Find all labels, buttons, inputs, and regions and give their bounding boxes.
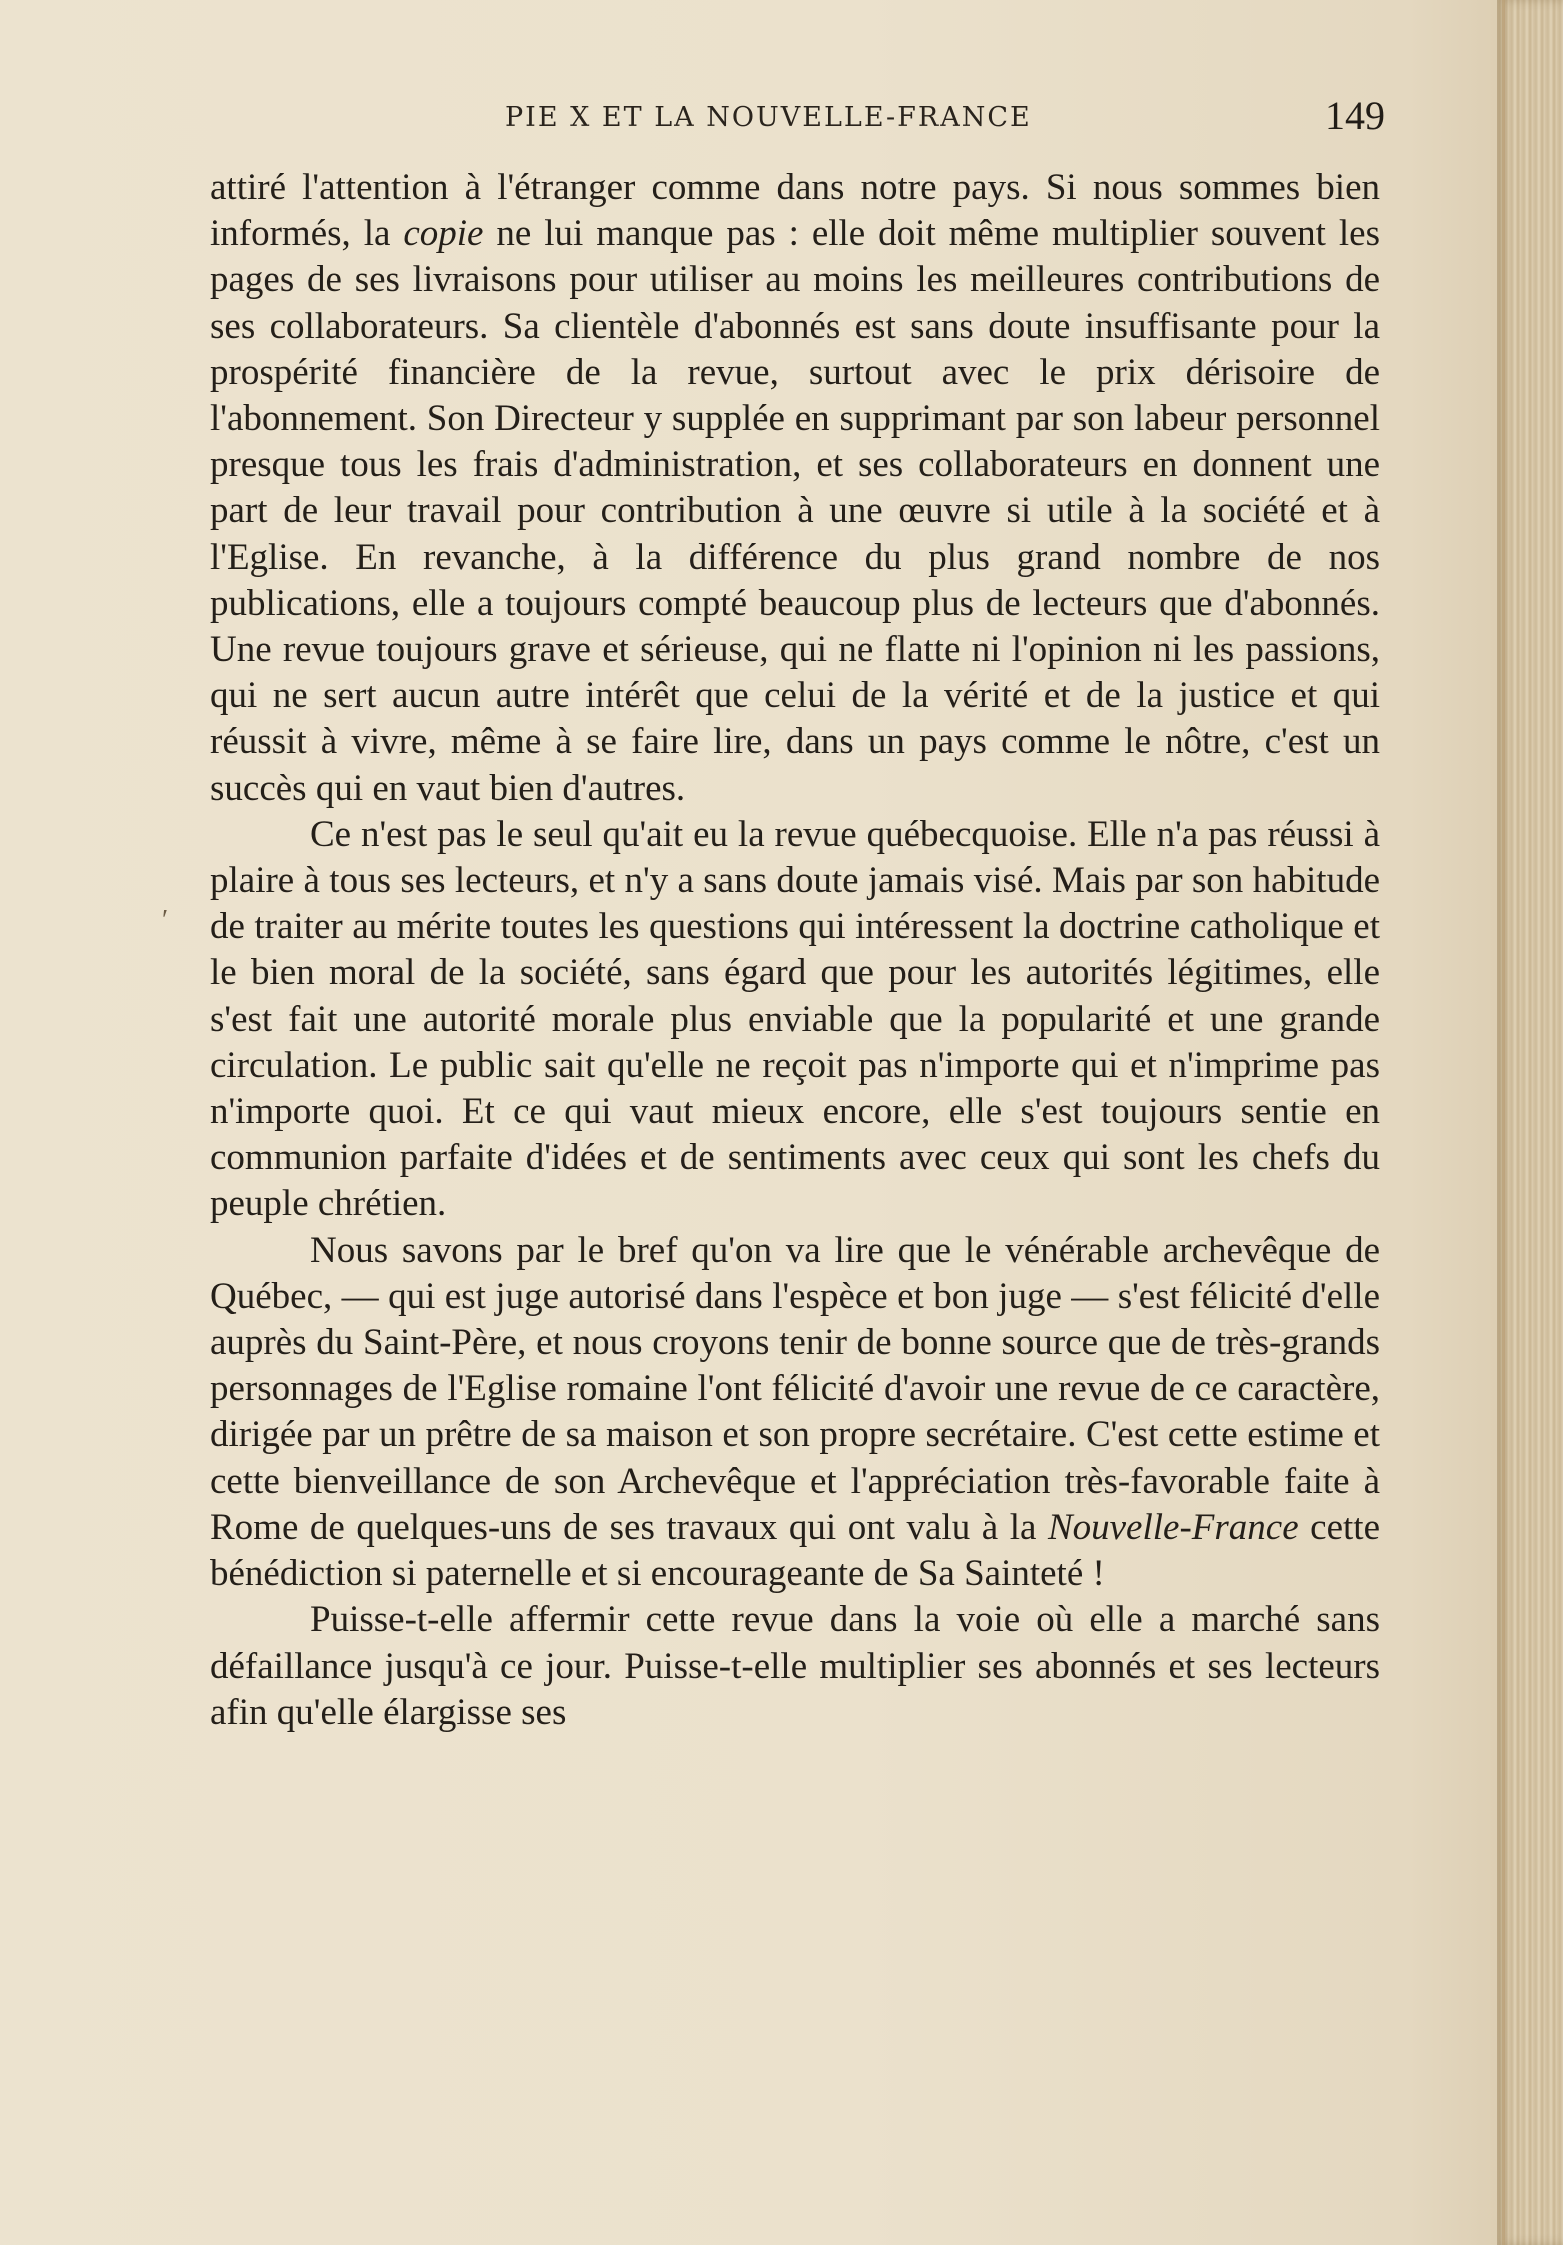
page-header [205,92,1385,152]
text-segment: Nous savons par le bref qu'on va lire que le vénérable archevêque de Québec, — qui est juge autorisé dans l'espèce et bon juge — s'est félicité d'elle auprès du Saint-Père, et nous croyons tenir de bonne source que de très-grands personnages de l'Eglise romaine l'ont félicité d'avoir une revue de ce caractère, dirigée par un prêtre de sa maison et son propre secrétaire. C'est cette estime et cette bienveillance de son Archevêque et l'appréciation très-favorable faite à Rome de quelques-uns de ses travaux qui ont valu à la [210,1229,1380,1548]
page-edge-stack [1497,0,1563,2245]
text-segment: ne lui manque pas : elle doit même multiplier souvent les pages de ses livraisons pour utiliser au moins les meilleures contributions de ses collaborateurs. Sa clientèle d'abonnés est sans doute insuffisante pour la prospérité financière de la revue, surtout avec le prix dérisoire de l'abonnement. Son Directeur y supplée en supprimant par son labeur personnel presque tous les frais d'administration, et ses collaborateurs en donnent une part de leur travail pour contribution à une œuvre si utile à la société et à l'Eglise. En revanche, à la différence du plus grand nombre de nos publications, elle a toujours compté beaucoup plus de lecteurs que d'abonnés. Une revue toujours grave et sérieuse, qui ne flatte ni l'opinion ni les passions, qui ne sert aucun autre intérêt que celui de la vérité et de la justice et qui réussit à vivre, même à se faire lire, dans un pays comme le nôtre, c'est un succès qui en vaut bien d'autres. [210,213,1380,809]
margin-tick-mark: ′ [162,905,169,936]
text-segment-italic: copie [403,213,484,255]
text-segment: Puisse-t-elle affermir cette revue dans la voie où elle a marché sans défaillance jusqu'à ce jour. Puisse-t-elle multiplier ses abonnés et ses lecteurs afin qu'elle élargisse ses [210,1599,1380,1733]
text-segment: cette bénédiction si paternelle et si encourageante de Sa Sainteté ! [210,1506,1380,1595]
paragraph-3 [210,1228,1380,1598]
text-segment: attiré l'attention à l'étranger comme dans notre pays. Si nous sommes bien informés, la [210,167,1380,255]
running-title: PIE X ET LA NOUVELLE-FRANCE [505,102,1032,133]
text-segment: Ce n'est pas le seul qu'ait eu la revue québecquoise. Elle n'a pas réussi à plaire à tous ses lecteurs, et n'y a sans doute jamais visé. Mais par son habitude de traiter au mérite toutes les questions qui intéressent la doctrine catholique et le bien moral de la société, sans égard que pour les autorités légitimes, elle s'est fait une autorité morale plus enviable que la popularité et une grande circulation. Le public sait qu'elle ne reçoit pas n'importe qui et n'imprime pas n'importe quoi. Et ce qui vaut mieux encore, elle s'est toujours sentie en communion parfaite d'idées et de sentiments avec ceux qui sont les chefs du peuple chrétien. [210,813,1380,1225]
page-gutter-line [1502,0,1505,2245]
paragraph-1 [210,165,1380,812]
page-number: 149 [1325,93,1385,138]
text-segment-italic: Nouvelle-France [1047,1506,1299,1548]
body-text [210,165,1380,1736]
paragraph-2 [210,812,1380,1228]
paragraph-4 [210,1597,1380,1736]
